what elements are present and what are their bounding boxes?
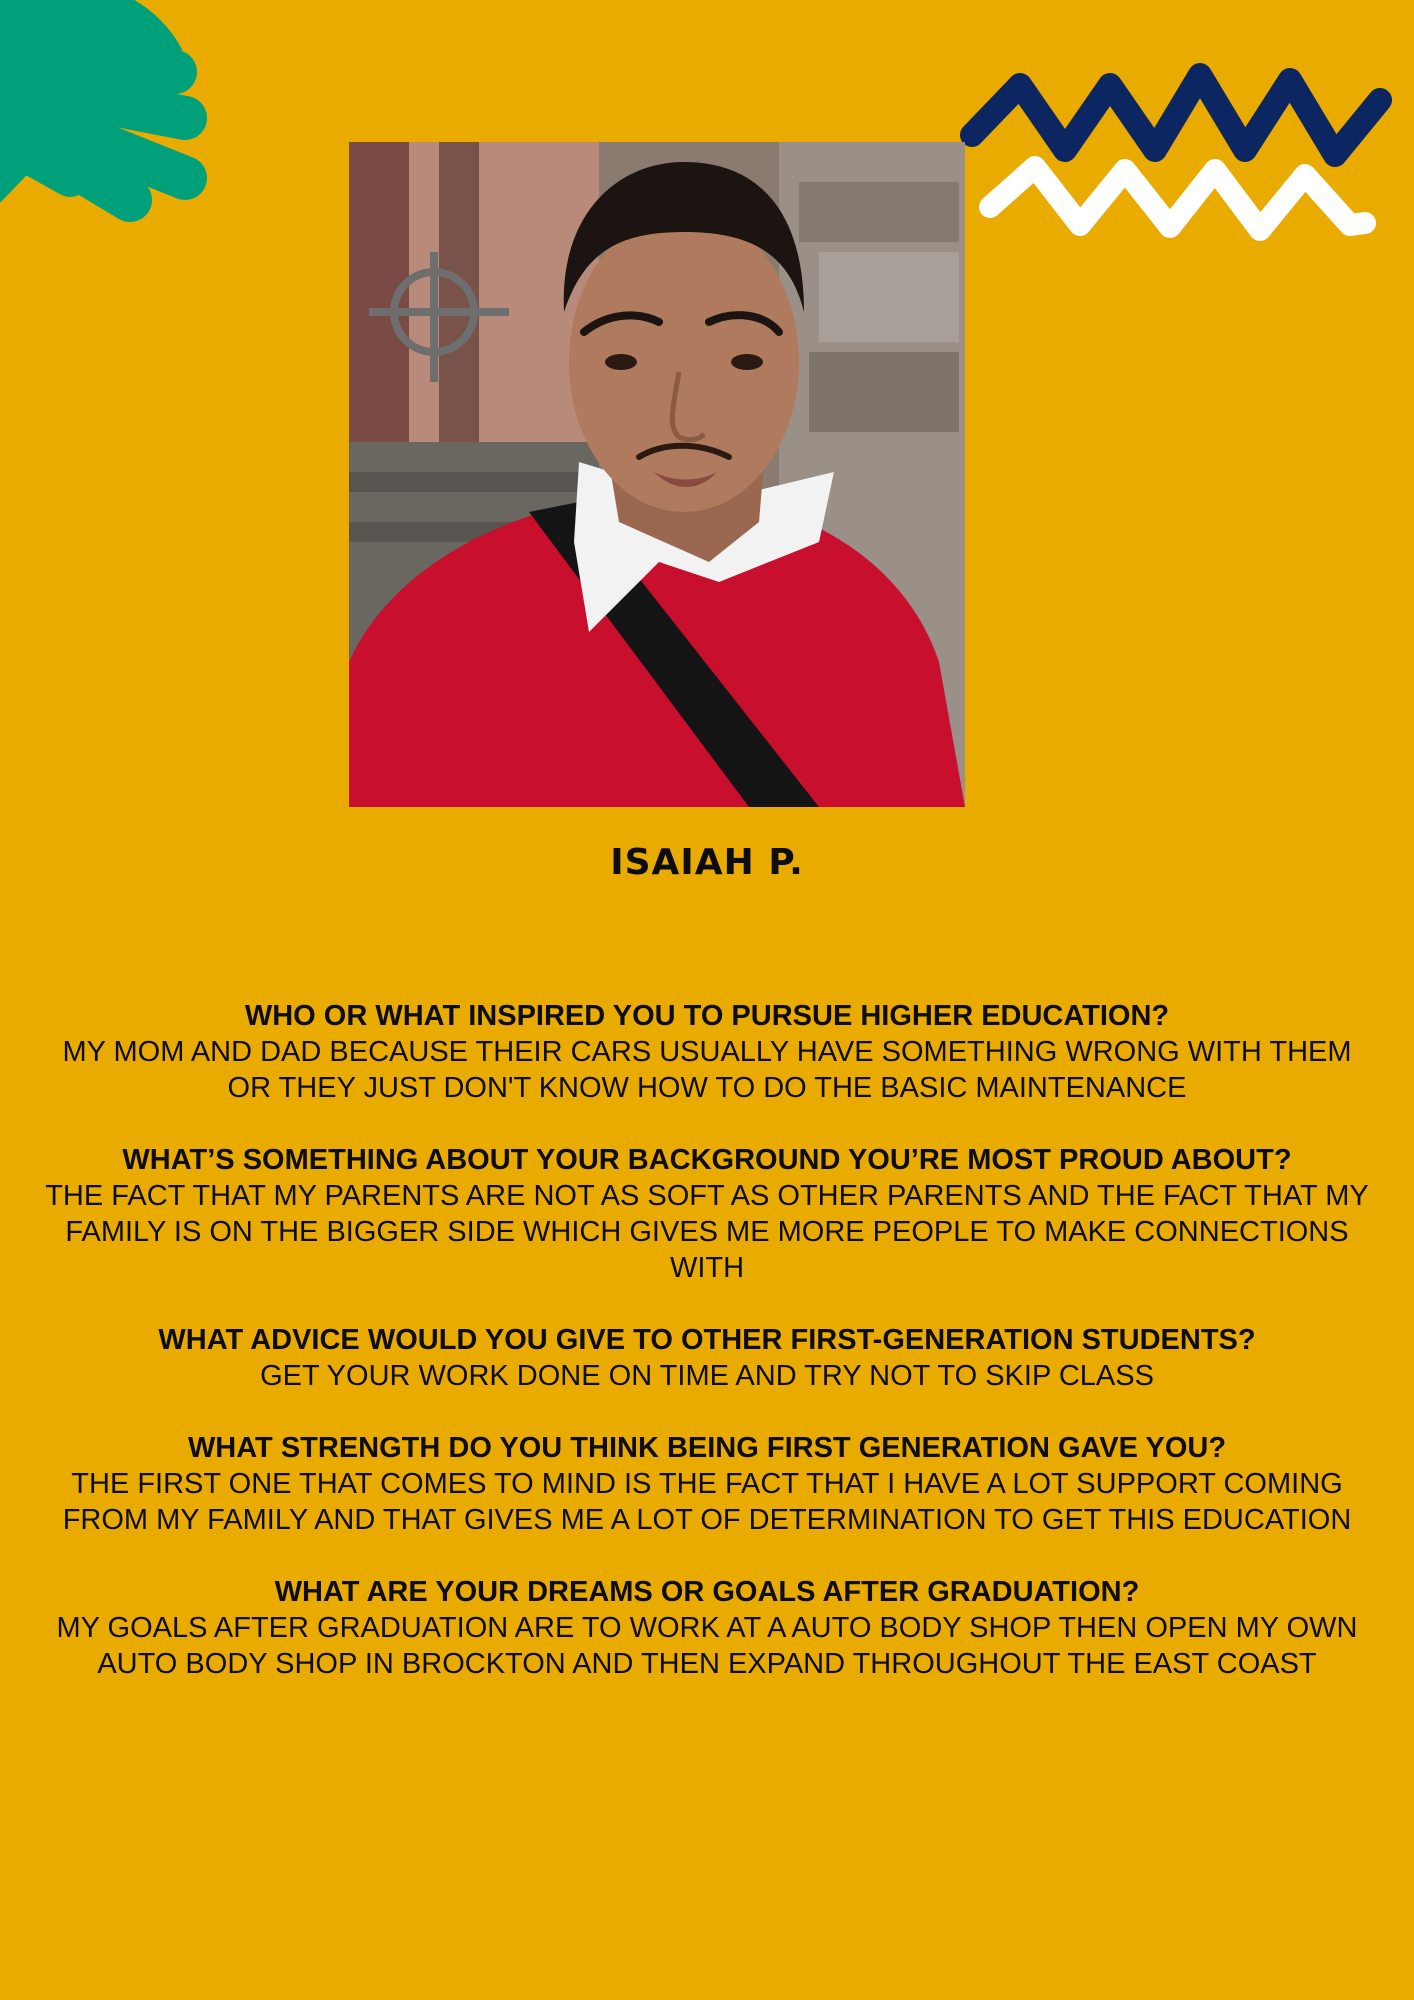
hand-shape-icon: [0, 0, 220, 240]
profile-photo: [349, 142, 965, 807]
question-text: WHAT’S SOMETHING ABOUT YOUR BACKGROUND YOU’RE MOST PROUD ABOUT?: [122, 1144, 1292, 1176]
question-text: WHAT STRENGTH DO YOU THINK BEING FIRST GENERATION GAVE YOU?: [187, 1432, 1227, 1464]
qa-section: [40, 998, 1374, 1718]
question-text: WHAT ADVICE WOULD YOU GIVE TO OTHER FIRST-GENERATION STUDENTS?: [158, 1324, 1256, 1356]
qa-item: [40, 1142, 1374, 1286]
answer-text: MY MOM AND DAD BECAUSE THEIR CARS USUALLY HAVE SOMETHING WRONG WITH THEM OR THEY JUST DON'T KNOW HOW TO DO THE BASIC MAINTENANCE: [62, 1036, 1352, 1104]
question-text: WHO OR WHAT INSPIRED YOU TO PURSUE HIGHER EDUCATION?: [244, 1000, 1170, 1032]
qa-item: [40, 1574, 1374, 1682]
answer-text: MY GOALS AFTER GRADUATION ARE TO WORK AT A AUTO BODY SHOP THEN OPEN MY OWN AUTO BODY SHOP IN BROCKTON AND THEN EXPAND THROUGHOUT THE EAST COAST: [56, 1612, 1358, 1680]
qa-item: [40, 998, 1374, 1106]
question-text: WHAT ARE YOUR DREAMS OR GOALS AFTER GRADUATION?: [274, 1576, 1140, 1608]
answer-text: THE FACT THAT MY PARENTS ARE NOT AS SOFT AS OTHER PARENTS AND THE FACT THAT MY FAMILY IS ON THE BIGGER SIDE WHICH GIVES ME MORE PEOPLE TO MAKE CONNECTIONS WITH: [45, 1180, 1369, 1284]
profile-name: ISAIAH P.: [610, 842, 804, 883]
qa-item: [40, 1430, 1374, 1538]
answer-text: GET YOUR WORK DONE ON TIME AND TRY NOT TO SKIP CLASS: [260, 1360, 1154, 1392]
zigzag-lines-icon: [960, 55, 1400, 265]
qa-item: [40, 1322, 1374, 1394]
answer-text: THE FIRST ONE THAT COMES TO MIND IS THE FACT THAT I HAVE A LOT SUPPORT COMING FROM MY FAMILY AND THAT GIVES ME A LOT OF DETERMINATION TO GET THIS EDUCATION: [62, 1468, 1352, 1536]
